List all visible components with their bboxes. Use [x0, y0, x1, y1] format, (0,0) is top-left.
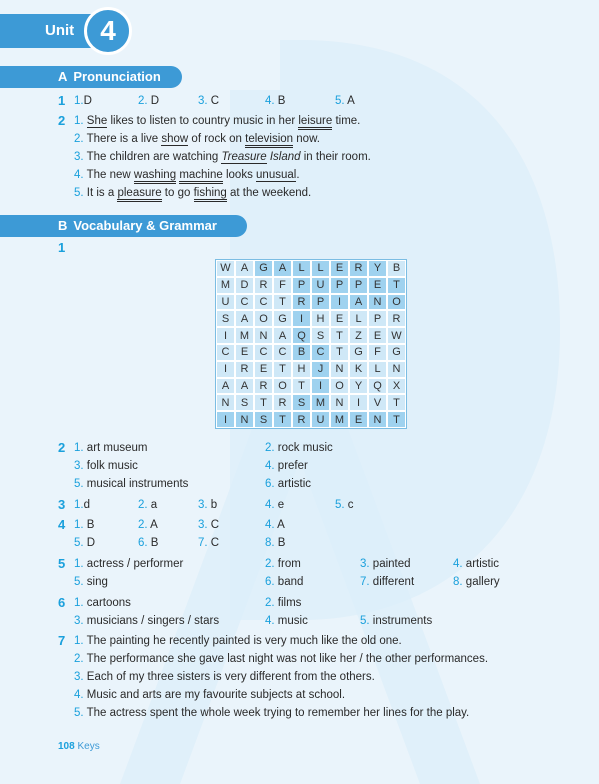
grid-cell: A [273, 327, 292, 344]
grid-cell: N [368, 411, 387, 428]
grid-cell: S [216, 310, 235, 327]
a1-answer-2: 2. D [138, 95, 160, 107]
grid-cell: T [273, 361, 292, 378]
grid-cell: N [387, 361, 406, 378]
b3-answer-1: 1.d [74, 499, 90, 511]
a-question-1 [58, 94, 65, 109]
word-search-grid [215, 259, 407, 429]
b3-answer-5: 5. c [335, 499, 354, 511]
b6-answer-5: 5. instruments [360, 615, 433, 627]
grid-cell: S [292, 394, 311, 411]
grid-cell: H [311, 310, 330, 327]
grid-cell: I [292, 310, 311, 327]
grid-cell: G [387, 344, 406, 361]
b5-answer-6: 6. band [265, 576, 304, 588]
section-b-letter: B [58, 218, 68, 233]
grid-cell: E [368, 327, 387, 344]
a1-answer-4: 4. B [265, 95, 286, 107]
grid-cell: S [311, 327, 330, 344]
grid-cell: M [216, 277, 235, 294]
b6-answer-3: 3. musicians / singers / stars [74, 615, 220, 627]
a2-item-2: 2. There is a live show of rock on television now. [74, 132, 320, 146]
grid-cell: N [216, 394, 235, 411]
grid-cell: N [254, 327, 273, 344]
grid-cell: U [311, 411, 330, 428]
grid-cell: Y [368, 260, 387, 277]
grid-cell: B [387, 260, 406, 277]
b4-answer-8: 8. B [265, 537, 286, 549]
grid-cell: I [216, 411, 235, 428]
grid-cell: T [292, 378, 311, 395]
grid-cell: T [273, 411, 292, 428]
grid-cell: Q [292, 327, 311, 344]
grid-cell: A [216, 378, 235, 395]
grid-cell: L [311, 260, 330, 277]
grid-cell: U [311, 277, 330, 294]
b4-answer-5: 5. D [74, 537, 96, 549]
b7-item-3: 3. Each of my three sisters is very different from the others. [74, 671, 375, 683]
grid-cell: W [216, 260, 235, 277]
grid-cell: T [273, 294, 292, 311]
b5-answer-1: 1. actress / performer [74, 558, 184, 570]
section-a-title [58, 69, 161, 84]
a1-answer-3: 3. C [198, 95, 220, 107]
grid-cell: T [330, 344, 349, 361]
b5-answer-5: 5. sing [74, 576, 108, 588]
grid-cell: R [387, 310, 406, 327]
unit-label: Unit [45, 22, 75, 39]
grid-cell: P [368, 310, 387, 327]
section-a-letter: A [58, 69, 68, 84]
b4-answer-3: 3. C [198, 519, 220, 531]
b5-answer-4: 4. artistic [453, 558, 500, 570]
grid-cell: C [273, 344, 292, 361]
grid-cell: A [235, 378, 254, 395]
grid-cell: E [368, 277, 387, 294]
b-question-5: 5 [58, 556, 66, 571]
grid-cell: F [273, 277, 292, 294]
b3-answer-3: 3. b [198, 499, 218, 511]
b2-item-1: 1. art museum [74, 442, 148, 454]
grid-cell: E [235, 344, 254, 361]
question-number: 1 [58, 93, 66, 108]
grid-cell: W [387, 327, 406, 344]
b2-item-6: 6. artistic [265, 478, 312, 490]
grid-cell: G [254, 260, 273, 277]
b5-answer-3: 3. painted [360, 558, 411, 570]
b2-item-3: 3. folk music [74, 460, 138, 472]
grid-cell: E [254, 361, 273, 378]
b4-answer-7: 7. C [198, 537, 220, 549]
grid-cell: R [254, 378, 273, 395]
grid-cell: E [330, 310, 349, 327]
grid-cell: Y [349, 378, 368, 395]
grid-cell: R [292, 411, 311, 428]
grid-cell: G [273, 310, 292, 327]
a2-item-4: 4. The new washing machine looks unusual. [74, 168, 300, 182]
grid-cell: N [330, 361, 349, 378]
b6-answer-4: 4. music [265, 615, 308, 627]
a1-answer-1: 1.D [74, 95, 92, 107]
grid-cell: N [330, 394, 349, 411]
grid-cell: K [349, 361, 368, 378]
grid-cell: I [216, 327, 235, 344]
grid-cell: R [292, 294, 311, 311]
grid-cell: O [330, 378, 349, 395]
grid-cell: S [235, 394, 254, 411]
grid-cell: I [311, 378, 330, 395]
grid-cell: N [235, 411, 254, 428]
grid-cell: C [235, 294, 254, 311]
grid-cell: E [330, 260, 349, 277]
grid-cell: C [254, 294, 273, 311]
grid-cell: R [349, 260, 368, 277]
unit-number-badge: 4 [84, 7, 132, 55]
grid-cell: L [368, 361, 387, 378]
page-footer [58, 741, 100, 752]
grid-cell: I [216, 361, 235, 378]
page-number: 108 [58, 741, 75, 752]
b7-item-2: 2. The performance she gave last night was not like her / the other performances. [74, 653, 489, 665]
grid-cell: A [273, 260, 292, 277]
a-question-2 [58, 114, 65, 129]
b7-item-1: 1. The painting he recently painted is very much like the old one. [74, 635, 402, 647]
b5-answer-7: 7. different [360, 576, 415, 588]
grid-cell: U [216, 294, 235, 311]
b5-answer-2: 2. from [265, 558, 301, 570]
grid-cell: T [387, 277, 406, 294]
b6-answer-1: 1. cartoons [74, 597, 131, 609]
question-number: 2 [58, 113, 66, 128]
grid-cell: F [368, 344, 387, 361]
grid-cell: O [254, 310, 273, 327]
b4-answer-1: 1. B [74, 519, 95, 531]
grid-cell: A [235, 310, 254, 327]
grid-cell: E [349, 411, 368, 428]
grid-cell: T [387, 394, 406, 411]
grid-cell: O [387, 294, 406, 311]
grid-cell: R [254, 277, 273, 294]
b6-answer-2: 2. films [265, 597, 302, 609]
b5-answer-8: 8. gallery [453, 576, 500, 588]
grid-cell: C [216, 344, 235, 361]
grid-cell: X [387, 378, 406, 395]
b-question-4: 4 [58, 517, 66, 532]
b2-item-2: 2. rock music [265, 442, 333, 454]
grid-cell: N [368, 294, 387, 311]
a2-item-1: 1. She likes to listen to country music in her leisure time. [74, 114, 360, 128]
b3-answer-4: 4. e [265, 499, 285, 511]
grid-cell: T [387, 411, 406, 428]
b7-item-4: 4. Music and arts are my favourite subjects at school. [74, 689, 346, 701]
b3-answer-2: 2. a [138, 499, 158, 511]
grid-cell: B [292, 344, 311, 361]
question-number: 1 [58, 240, 66, 255]
grid-cell: V [368, 394, 387, 411]
grid-cell: T [330, 327, 349, 344]
grid-cell: O [273, 378, 292, 395]
grid-cell: I [330, 294, 349, 311]
b-question-7: 7 [58, 633, 66, 648]
grid-cell: C [254, 344, 273, 361]
b7-item-5: 5. The actress spent the whole week trying to remember her lines for the play. [74, 707, 470, 719]
grid-cell: H [292, 361, 311, 378]
grid-cell: M [311, 394, 330, 411]
grid-cell: T [254, 394, 273, 411]
grid-cell: L [349, 310, 368, 327]
grid-cell: J [311, 361, 330, 378]
b4-answer-6: 6. B [138, 537, 159, 549]
b-question-1 [58, 241, 65, 256]
b-question-2: 2 [58, 440, 66, 455]
section-a-name: Pronunciation [73, 69, 161, 84]
grid-cell: R [273, 394, 292, 411]
b4-answer-4: 4. A [265, 519, 285, 531]
b-question-6: 6 [58, 595, 66, 610]
footer-label: Keys [77, 741, 100, 752]
a2-item-3: 3. The children are watching Treasure Island in their room. [74, 151, 371, 163]
grid-cell: A [349, 294, 368, 311]
grid-cell: P [349, 277, 368, 294]
section-b-name: Vocabulary & Grammar [73, 218, 217, 233]
grid-cell: S [254, 411, 273, 428]
grid-cell: D [235, 277, 254, 294]
grid-cell: L [292, 260, 311, 277]
section-b-title [58, 218, 217, 233]
b2-item-4: 4. prefer [265, 460, 308, 472]
a1-answer-5: 5. A [335, 95, 355, 107]
grid-cell: Q [368, 378, 387, 395]
grid-cell: Z [349, 327, 368, 344]
grid-cell: A [235, 260, 254, 277]
grid-cell: C [311, 344, 330, 361]
b-question-3: 3 [58, 497, 66, 512]
grid-cell: M [330, 411, 349, 428]
grid-cell: M [235, 327, 254, 344]
b4-answer-2: 2. A [138, 519, 158, 531]
grid-cell: P [330, 277, 349, 294]
grid-cell: P [311, 294, 330, 311]
grid-cell: R [235, 361, 254, 378]
a2-item-5: 5. It is a pleasure to go fishing at the weekend. [74, 186, 311, 200]
grid-cell: G [349, 344, 368, 361]
grid-cell: I [349, 394, 368, 411]
grid-cell: P [292, 277, 311, 294]
b2-item-5: 5. musical instruments [74, 478, 189, 490]
